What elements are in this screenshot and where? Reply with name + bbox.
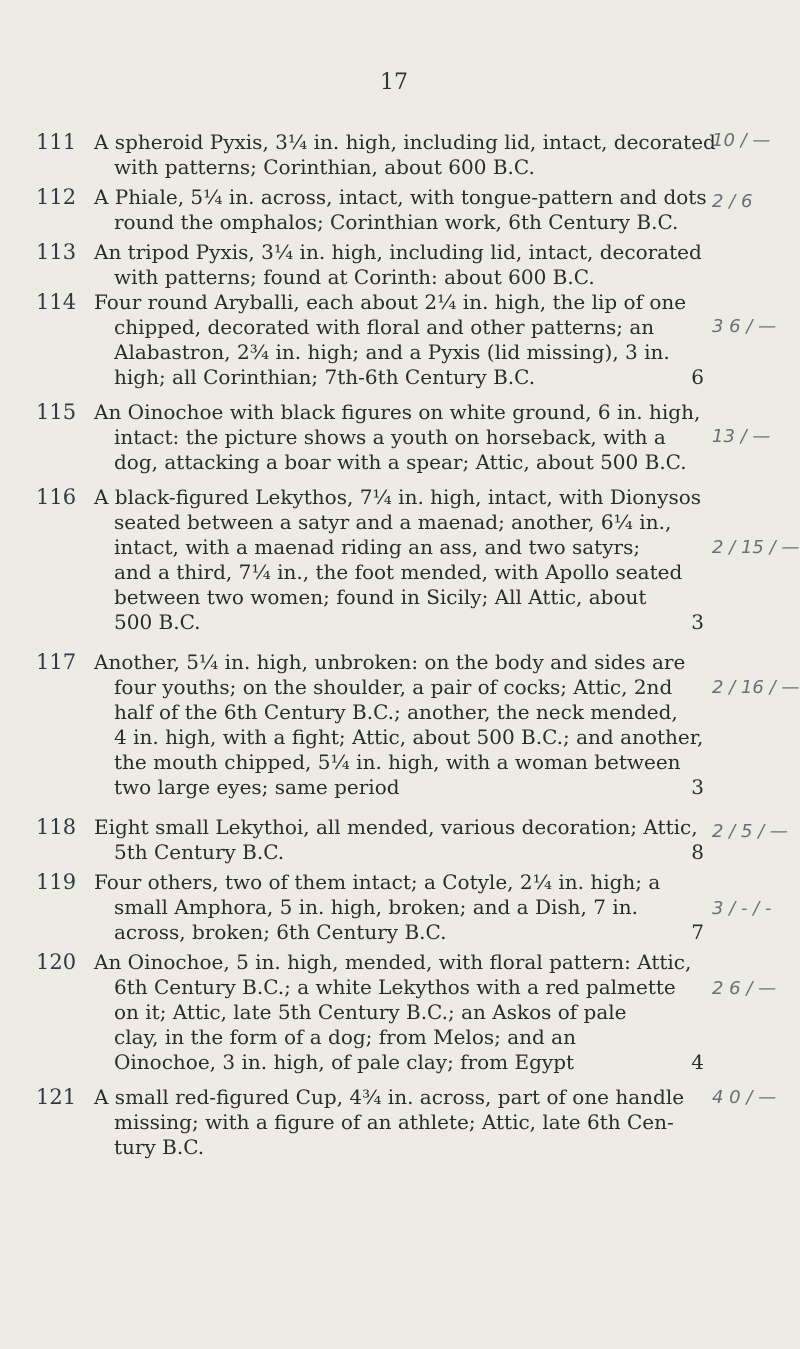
lot-description	[94, 950, 704, 1075]
lot-line: and a third, 7¼ in., the foot mended, with Apollo seated	[114, 560, 683, 584]
price-annotation: 10 / —	[712, 130, 771, 151]
lot-line: four youths; on the shoulder, a pair of cocks; Attic, 2nd	[114, 675, 673, 699]
lot-line: Oinochoe, 3 in. high, of pale clay; from Egypt	[114, 1050, 575, 1074]
lot-description	[94, 185, 707, 235]
lot-description	[94, 650, 704, 800]
lot-line: across, broken; 6th Century B.C.	[114, 920, 447, 944]
lot-line: missing; with a figure of an athlete; Attic, late 6th Cen-	[114, 1110, 674, 1134]
lot-line: dog, attacking a boar with a spear; Attic, about 500 B.C.	[114, 450, 687, 474]
lot-line: half of the 6th Century B.C.; another, the neck mended,	[114, 700, 678, 724]
lot-line: round the omphalos; Corinthian work, 6th Century B.C.	[114, 210, 679, 234]
lot-line: chipped, decorated with floral and other patterns; an	[114, 315, 655, 339]
lot-number: 117	[36, 650, 77, 674]
lot-description	[94, 1085, 704, 1160]
lot-line: Four round Aryballi, each about 2¼ in. high, the lip of one	[94, 290, 687, 314]
lot-description	[94, 400, 704, 475]
lot-line: Four others, two of them intact; a Cotyle, 2¼ in. high; a	[94, 870, 661, 894]
price-annotation: 2 / 15 / —	[712, 537, 800, 558]
lot-line: 500 B.C.	[114, 610, 201, 634]
lot-description	[94, 870, 704, 945]
lot-description	[94, 240, 704, 290]
lot-line: between two women; found in Sicily; All Attic, about	[114, 585, 647, 609]
lot-line: the mouth chipped, 5¼ in. high, with a woman between	[114, 750, 681, 774]
price-annotation: 2 / 6	[712, 191, 753, 212]
lot-number: 115	[36, 400, 77, 424]
lot-line: A Phiale, 5¼ in. across, intact, with tongue-pattern and dots	[94, 185, 707, 209]
lot-number: 120	[36, 950, 77, 974]
lot-line: seated between a satyr and a maenad; another, 6¼ in.,	[114, 510, 672, 534]
lot-line: Another, 5¼ in. high, unbroken: on the body and sides are	[94, 650, 686, 674]
lot-line: 6th Century B.C.; a white Lekythos with a red palmette	[114, 975, 676, 999]
lot-line: with patterns; Corinthian, about 600 B.C.	[114, 155, 535, 179]
page-number: 17	[380, 70, 408, 95]
lot-description	[94, 485, 704, 635]
lot-line: tury B.C.	[114, 1135, 205, 1159]
lot-line: An Oinochoe, 5 in. high, mended, with floral pattern: Attic,	[94, 950, 692, 974]
lot-line: 5th Century B.C.	[114, 840, 285, 864]
lot-line: A small red-figured Cup, 4¾ in. across, part of one handle	[94, 1085, 685, 1109]
lot-line: A spheroid Pyxis, 3¼ in. high, including lid, intact, decorated	[94, 130, 716, 154]
lot-line: Eight small Lekythoi, all mended, various decoration; Attic,	[94, 815, 698, 839]
lot-line: 4 in. high, with a fight; Attic, about 500 B.C.; and another,	[114, 725, 704, 749]
lot-number: 119	[36, 870, 77, 894]
lot-line: Alabastron, 2¾ in. high; and a Pyxis (lid missing), 3 in.	[114, 340, 670, 364]
lot-number: 113	[36, 240, 77, 264]
lot-line: intact: the picture shows a youth on horseback, with a	[114, 425, 666, 449]
lot-quantity: 7	[691, 920, 704, 944]
price-annotation: 2 6 / —	[712, 978, 777, 999]
lot-number: 121	[36, 1085, 77, 1109]
price-annotation: 2 / 5 / —	[712, 821, 788, 842]
price-annotation: 2 / 16 / —	[712, 677, 800, 698]
lot-quantity: 3	[691, 775, 704, 799]
lot-line: clay, in the form of a dog; from Melos; and an	[114, 1025, 576, 1049]
lot-description	[94, 290, 704, 390]
lot-line: on it; Attic, late 5th Century B.C.; an Askos of pale	[114, 1000, 627, 1024]
lot-number: 112	[36, 185, 77, 209]
lot-number: 111	[36, 130, 77, 154]
lot-line: high; all Corinthian; 7th-6th Century B.C.	[114, 365, 536, 389]
lot-description	[94, 130, 716, 180]
lot-line: with patterns; found at Corinth: about 600 B.C.	[114, 265, 595, 289]
price-annotation: 13 / —	[712, 426, 771, 447]
lot-quantity: 3	[691, 610, 704, 634]
price-annotation: 4 0 / —	[712, 1087, 777, 1108]
price-annotation: 3 6 / —	[712, 316, 777, 337]
lot-line: A black-figured Lekythos, 7¼ in. high, intact, with Dionysos	[94, 485, 702, 509]
lot-line: two large eyes; same period	[114, 775, 400, 799]
lot-quantity: 8	[691, 840, 704, 864]
lot-line: intact, with a maenad riding an ass, and two satyrs;	[114, 535, 641, 559]
lot-quantity: 6	[691, 365, 704, 389]
lot-description	[94, 815, 704, 865]
lot-line: An tripod Pyxis, 3¼ in. high, including lid, intact, decorated	[94, 240, 702, 264]
price-annotation: 3 / - / -	[712, 898, 772, 919]
lot-number: 114	[36, 290, 77, 314]
lot-number: 116	[36, 485, 77, 509]
lot-line: small Amphora, 5 in. high, broken; and a Dish, 7 in.	[114, 895, 638, 919]
lot-number: 118	[36, 815, 77, 839]
lot-line: An Oinochoe with black figures on white ground, 6 in. high,	[94, 400, 701, 424]
lot-quantity: 4	[691, 1050, 704, 1074]
